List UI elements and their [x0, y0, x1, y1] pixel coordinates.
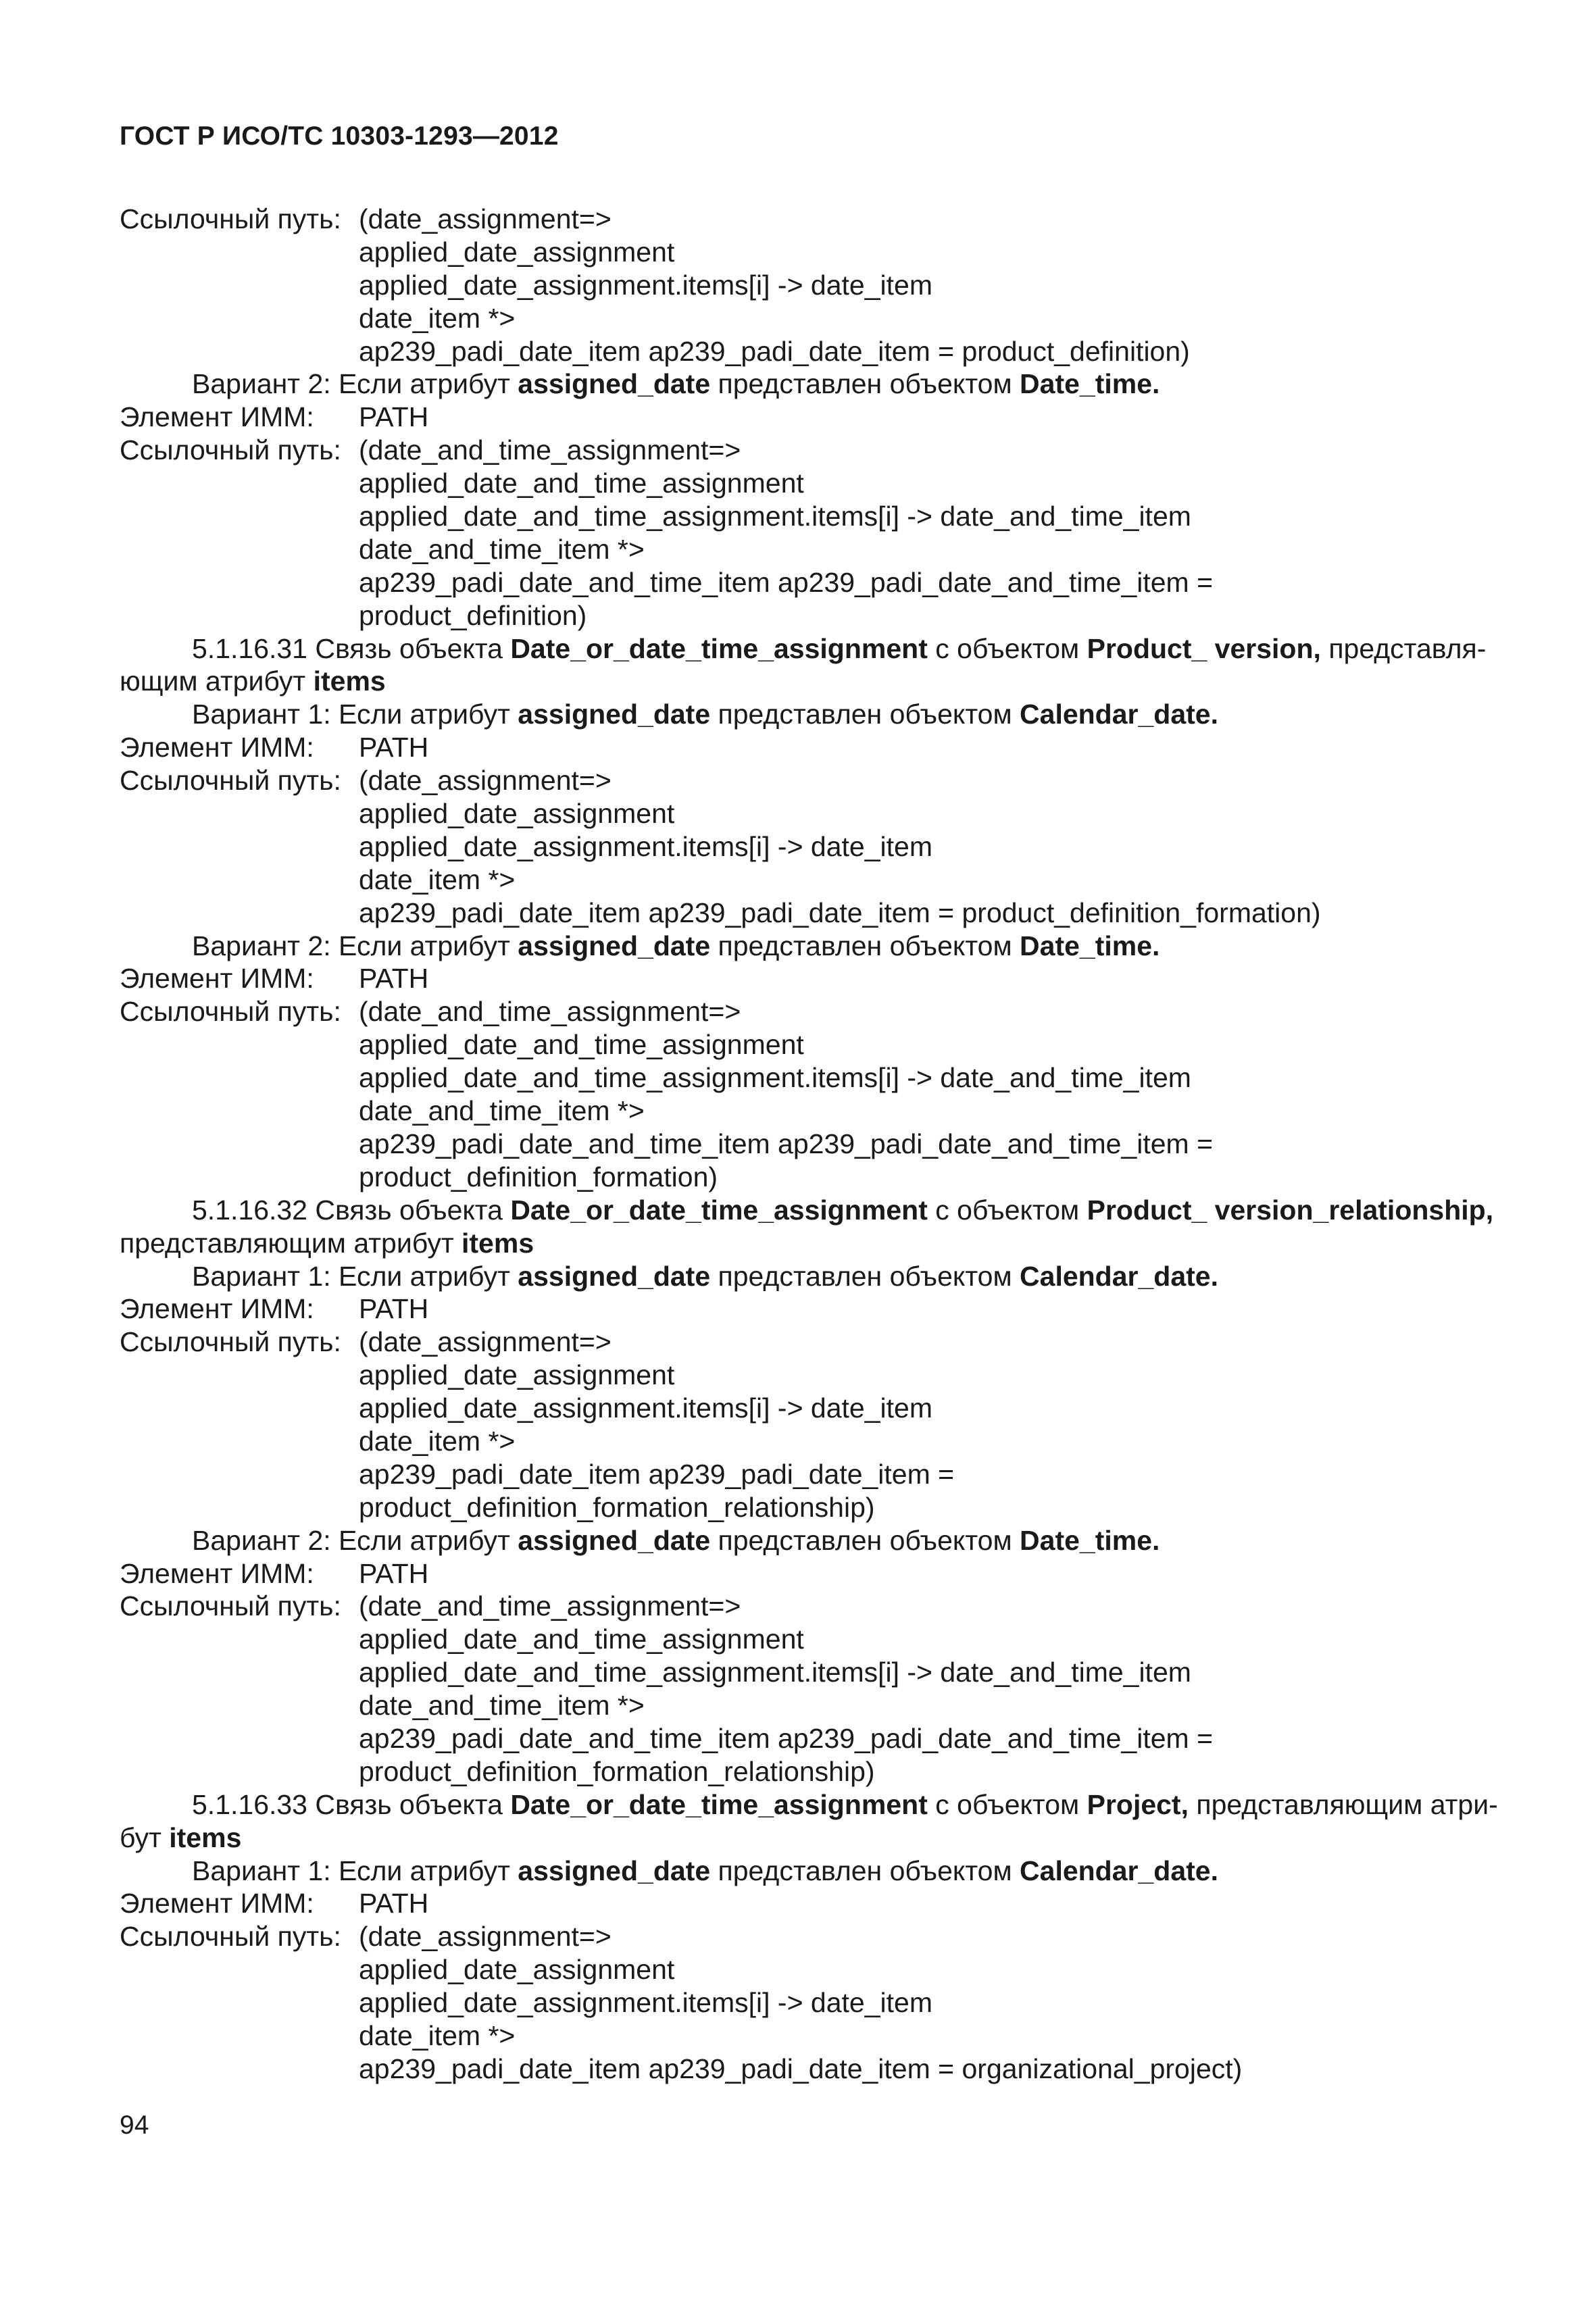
field-label: Элемент ИММ: — [120, 1557, 314, 1589]
text-run: Вариант 1: Если атрибут — [192, 1260, 518, 1292]
field-value — [359, 731, 1481, 764]
text-run: applied_date_assignment — [359, 1359, 675, 1391]
text-run: представлен объектом — [710, 930, 1020, 961]
text-run: applied_date_and_time_assignment — [359, 468, 804, 499]
text-run: applied_date_assignment.items[i] -> date_item — [359, 830, 932, 862]
paragraph-line — [120, 1821, 1481, 1855]
text-run: (date_and_time_assignment=> — [359, 996, 741, 1028]
text-run: представлен объектом — [710, 1524, 1020, 1556]
path-continuation-line — [120, 302, 1481, 335]
text-run: applied_date_and_time_assignment.items[i] -> date_and_time_item — [359, 501, 1191, 532]
text-run: applied_date_assignment — [359, 798, 675, 830]
field-label: Ссылочный путь: — [120, 1590, 341, 1622]
field-value — [359, 401, 1481, 434]
path-continuation-line — [120, 1986, 1481, 2019]
field-line — [120, 731, 1481, 764]
bold-term: Date_time. — [1020, 368, 1160, 400]
field-line — [120, 1590, 1481, 1623]
text-run: ap239_padi_date_item ap239_padi_date_item = product_definition_formation) — [359, 897, 1321, 928]
indented-paragraph-line — [120, 1788, 1498, 1821]
text-run: date_item *> — [359, 863, 516, 895]
text-run: date_and_time_item *> — [359, 1095, 645, 1127]
text-run: applied_date_assignment.items[i] -> date_item — [359, 269, 932, 301]
path-continuation-line — [120, 236, 1481, 269]
field-value — [359, 1590, 1481, 1623]
path-continuation-line — [120, 335, 1481, 368]
path-continuation-line — [120, 1161, 1481, 1194]
bold-term: Calendar_date. — [1020, 1260, 1218, 1292]
field-label: Ссылочный путь: — [120, 434, 341, 466]
text-run: ap239_padi_date_item ap239_padi_date_item = product_definition) — [359, 335, 1190, 367]
field-line — [120, 1326, 1481, 1359]
path-continuation-line — [120, 1755, 1481, 1788]
paragraph-line — [120, 1227, 1481, 1260]
field-line — [120, 434, 1481, 467]
bold-term: Product_ version_relationship, — [1087, 1194, 1494, 1226]
text-run: (date_assignment=> — [359, 765, 612, 797]
text-run: applied_date_and_time_assignment — [359, 1624, 804, 1655]
text-run: представляющим атри- — [1188, 1788, 1498, 1820]
field-line — [120, 401, 1481, 434]
indented-paragraph-line — [120, 1260, 1481, 1293]
field-line — [120, 1920, 1481, 1953]
text-run: с объектом — [927, 1194, 1087, 1226]
path-continuation-line — [120, 1491, 1481, 1524]
field-line — [120, 1557, 1481, 1590]
bold-term: Calendar_date. — [1020, 699, 1218, 730]
text-run: ap239_padi_date_and_time_item ap239_padi_date_and_time_item = — [359, 1722, 1214, 1754]
path-continuation-line — [120, 863, 1481, 897]
text-run: applied_date_assignment.items[i] -> date_item — [359, 1987, 932, 2019]
bold-term: Date_or_date_time_assignment — [510, 1194, 928, 1226]
field-label: Элемент ИММ: — [120, 1888, 314, 1919]
text-run: (date_and_time_assignment=> — [359, 1590, 741, 1622]
bold-term: assigned_date — [518, 1855, 711, 1886]
field-label: Ссылочный путь: — [120, 1921, 341, 1953]
bold-term: Date_time. — [1020, 930, 1160, 961]
text-run: product_definition_formation_relationship) — [359, 1755, 875, 1787]
path-continuation-line — [120, 1623, 1481, 1656]
path-continuation-line — [120, 1656, 1481, 1689]
indented-paragraph-line — [120, 632, 1487, 665]
text-run: Вариант 2: Если атрибут — [192, 368, 518, 400]
bold-term: items — [313, 665, 386, 697]
field-label: Элемент ИММ: — [120, 963, 314, 995]
path-continuation-line — [120, 897, 1481, 930]
indented-paragraph-line — [120, 1524, 1481, 1557]
paragraph-line — [120, 665, 1481, 698]
page-number: 94 — [120, 2111, 149, 2140]
text-run: applied_date_and_time_assignment.items[i] -> date_and_time_item — [359, 1657, 1191, 1688]
bold-term: Project, — [1087, 1788, 1189, 1820]
text-run: ющим атрибут — [120, 665, 314, 697]
indented-paragraph-line — [120, 368, 1481, 401]
field-value — [359, 962, 1481, 995]
path-continuation-line — [120, 830, 1481, 863]
text-run: PATH — [359, 1557, 429, 1589]
text-run: applied_date_assignment — [359, 236, 675, 268]
text-run: applied_date_assignment — [359, 1954, 675, 1986]
text-run: с объектом — [927, 632, 1087, 664]
path-continuation-line — [120, 269, 1481, 302]
text-run: 5.1.16.33 Связь объекта — [192, 1788, 511, 1820]
bold-term: items — [462, 1227, 534, 1259]
bold-term: items — [169, 1821, 242, 1853]
text-run: 5.1.16.32 Связь объекта — [192, 1194, 511, 1226]
bold-term: Date_or_date_time_assignment — [510, 632, 928, 664]
field-line — [120, 1887, 1481, 1920]
path-continuation-line — [120, 500, 1481, 533]
path-continuation-line — [120, 2019, 1481, 2053]
text-run: PATH — [359, 1888, 429, 1919]
path-continuation-line — [120, 1061, 1481, 1095]
text-run: PATH — [359, 963, 429, 995]
bold-term: Calendar_date. — [1020, 1855, 1218, 1886]
text-run: Вариант 1: Если атрибут — [192, 699, 518, 730]
document-body — [120, 203, 1498, 2086]
path-continuation-line — [120, 1028, 1481, 1061]
text-run: представлен объектом — [710, 368, 1020, 400]
text-run: applied_date_and_time_assignment.items[i] -> date_and_time_item — [359, 1062, 1191, 1094]
text-run: product_definition_formation) — [359, 1161, 718, 1192]
field-line — [120, 962, 1481, 995]
text-run: ap239_padi_date_item ap239_padi_date_item = organizational_project) — [359, 2053, 1243, 2084]
text-run: (date_and_time_assignment=> — [359, 434, 741, 466]
text-run: date_and_time_item *> — [359, 533, 645, 565]
field-line — [120, 764, 1481, 797]
field-label: Ссылочный путь: — [120, 203, 341, 234]
text-run: представлен объектом — [710, 1855, 1020, 1886]
text-run: date_item *> — [359, 302, 516, 334]
path-continuation-line — [120, 2053, 1481, 2086]
path-continuation-line — [120, 797, 1481, 830]
indented-paragraph-line — [120, 698, 1481, 731]
bold-term: Product_ version, — [1087, 632, 1321, 664]
path-continuation-line — [120, 1425, 1481, 1458]
document-header: ГОСТ Р ИСО/ТС 10303-1293—2012 — [120, 122, 559, 151]
indented-paragraph-line — [120, 930, 1481, 963]
bold-term: assigned_date — [518, 1524, 711, 1556]
text-run: date_item *> — [359, 2019, 516, 2051]
field-value — [359, 1887, 1481, 1920]
field-label: Ссылочный путь: — [120, 1326, 341, 1358]
text-run: date_item *> — [359, 1425, 516, 1457]
field-line — [120, 203, 1481, 236]
field-value — [359, 434, 1481, 467]
text-run: ap239_padi_date_and_time_item ap239_padi_date_and_time_item = — [359, 566, 1214, 598]
bold-term: Date_or_date_time_assignment — [510, 1788, 928, 1820]
path-continuation-line — [120, 1392, 1481, 1425]
path-continuation-line — [120, 1953, 1481, 1986]
field-label: Элемент ИММ: — [120, 401, 314, 433]
bold-term: Date_time. — [1020, 1524, 1160, 1556]
text-run: представлен объектом — [710, 1260, 1020, 1292]
field-value — [359, 995, 1481, 1028]
path-continuation-line — [120, 566, 1481, 599]
path-continuation-line — [120, 1095, 1481, 1128]
field-value — [359, 203, 1481, 236]
text-run: applied_date_assignment.items[i] -> date_item — [359, 1392, 932, 1424]
text-run: представлен объектом — [710, 699, 1020, 730]
path-continuation-line — [120, 1128, 1481, 1161]
text-run: 5.1.16.31 Связь объекта — [192, 632, 511, 664]
bold-term: assigned_date — [518, 699, 711, 730]
text-run: представля- — [1320, 632, 1487, 664]
text-run: ap239_padi_date_and_time_item ap239_padi_date_and_time_item = — [359, 1128, 1214, 1159]
field-value — [359, 1326, 1481, 1359]
text-run: applied_date_and_time_assignment — [359, 1029, 804, 1061]
path-continuation-line — [120, 1458, 1481, 1491]
text-run: (date_assignment=> — [359, 203, 612, 234]
text-run: PATH — [359, 1293, 429, 1325]
field-label: Ссылочный путь: — [120, 765, 341, 797]
text-run: с объектом — [927, 1788, 1087, 1820]
field-label: Элемент ИММ: — [120, 732, 314, 763]
bold-term: assigned_date — [518, 1260, 711, 1292]
field-label: Ссылочный путь: — [120, 996, 341, 1028]
field-line — [120, 995, 1481, 1028]
text-run: представляющим атрибут — [120, 1227, 462, 1259]
path-continuation-line — [120, 599, 1481, 632]
field-line — [120, 1292, 1481, 1326]
text-run: date_and_time_item *> — [359, 1690, 645, 1721]
indented-paragraph-line — [120, 1194, 1494, 1227]
path-continuation-line — [120, 467, 1481, 500]
text-run: ap239_padi_date_item ap239_padi_date_item = — [359, 1458, 955, 1490]
text-run: PATH — [359, 732, 429, 763]
field-value — [359, 1920, 1481, 1953]
bold-term: assigned_date — [518, 368, 711, 400]
field-value — [359, 1557, 1481, 1590]
field-value — [359, 1292, 1481, 1326]
field-value — [359, 764, 1481, 797]
text-run: PATH — [359, 401, 429, 433]
bold-term: assigned_date — [518, 930, 711, 961]
text-run: (date_assignment=> — [359, 1921, 612, 1953]
text-run: Вариант 1: Если атрибут — [192, 1855, 518, 1886]
path-continuation-line — [120, 1722, 1481, 1755]
path-continuation-line — [120, 533, 1481, 566]
text-run: product_definition) — [359, 599, 587, 631]
text-run: (date_assignment=> — [359, 1326, 612, 1358]
path-continuation-line — [120, 1359, 1481, 1392]
text-run: product_definition_formation_relationship) — [359, 1491, 875, 1523]
path-continuation-line — [120, 1689, 1481, 1722]
field-label: Элемент ИММ: — [120, 1293, 314, 1325]
text-run: Вариант 2: Если атрибут — [192, 1524, 518, 1556]
indented-paragraph-line — [120, 1855, 1481, 1888]
text-run: Вариант 2: Если атрибут — [192, 930, 518, 961]
text-run: бут — [120, 1821, 170, 1853]
